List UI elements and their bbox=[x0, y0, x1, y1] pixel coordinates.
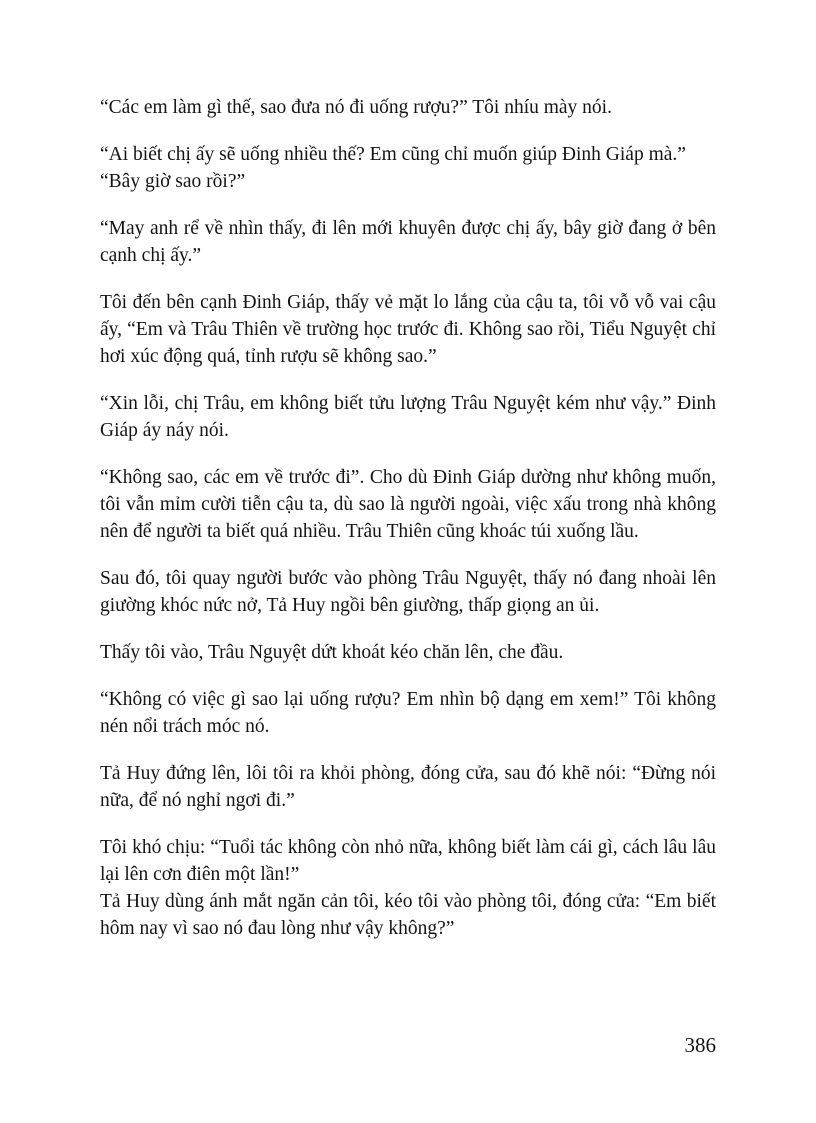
paragraph-1: “Các em làm gì thế, sao đưa nó đi uống rượu?” Tôi nhíu mày nói. bbox=[100, 97, 612, 118]
paragraph-5: Tôi đến bên cạnh Đinh Giáp, thấy vẻ mặt lo lắng của cậu ta, tôi vỗ vỗ vai cậu ấy, “Em và Trâu Thiên về trường học trước đi. Không sao rồi, Tiểu Nguyệt chỉ hơi xúc động quá, tỉnh rượu sẽ không sao.” bbox=[100, 292, 716, 367]
paragraph-13: Tả Huy dùng ánh mắt ngăn cản tôi, kéo tôi vào phòng tôi, đóng cửa: “Em biết hôm nay vì sao nó đau lòng như vậy không?” bbox=[100, 891, 716, 939]
paragraph-3: “Bây giờ sao rồi?” bbox=[100, 171, 246, 192]
paragraph-12: Tôi khó chịu: “Tuổi tác không còn nhỏ nữa, không biết làm cái gì, cách lâu lâu lại lên cơn điên một lần!” bbox=[100, 837, 716, 885]
paragraph-9: Thấy tôi vào, Trâu Nguyệt dứt khoát kéo chăn lên, che đầu. bbox=[100, 642, 564, 663]
paragraph-10: “Không có việc gì sao lại uống rượu? Em nhìn bộ dạng em xem!” Tôi không nén nổi trách móc nó. bbox=[100, 689, 716, 737]
paragraph-11: Tả Huy đứng lên, lôi tôi ra khỏi phòng, đóng cửa, sau đó khẽ nói: “Đừng nói nữa, để nó nghỉ ngơi đi.” bbox=[100, 763, 716, 811]
paragraph-6: “Xin lỗi, chị Trâu, em không biết tửu lượng Trâu Nguyệt kém như vậy.” Đinh Giáp áy náy nói. bbox=[100, 393, 716, 441]
paragraph-4: “May anh rể về nhìn thấy, đi lên mới khuyên được chị ấy, bây giờ đang ở bên cạnh chị ấy.” bbox=[100, 218, 716, 266]
paragraph-7: “Không sao, các em về trước đi”. Cho dù Đinh Giáp dường như không muốn, tôi vẫn mỉm cười tiễn cậu ta, dù sao là người ngoài, việc xấu trong nhà không nên để người ta biết quá nhiều. Trâu Thiên cũng khoác túi xuống lầu. bbox=[100, 467, 716, 542]
page-number: 386 bbox=[684, 1033, 716, 1057]
paragraph-2: “Ai biết chị ấy sẽ uống nhiều thế? Em cũng chỉ muốn giúp Đinh Giáp mà.” bbox=[100, 144, 686, 165]
paragraph-8: Sau đó, tôi quay người bước vào phòng Trâu Nguyệt, thấy nó đang nhoài lên giường khóc nức nở, Tả Huy ngồi bên giường, thấp giọng an ủi. bbox=[100, 568, 716, 616]
page-body bbox=[100, 94, 716, 942]
